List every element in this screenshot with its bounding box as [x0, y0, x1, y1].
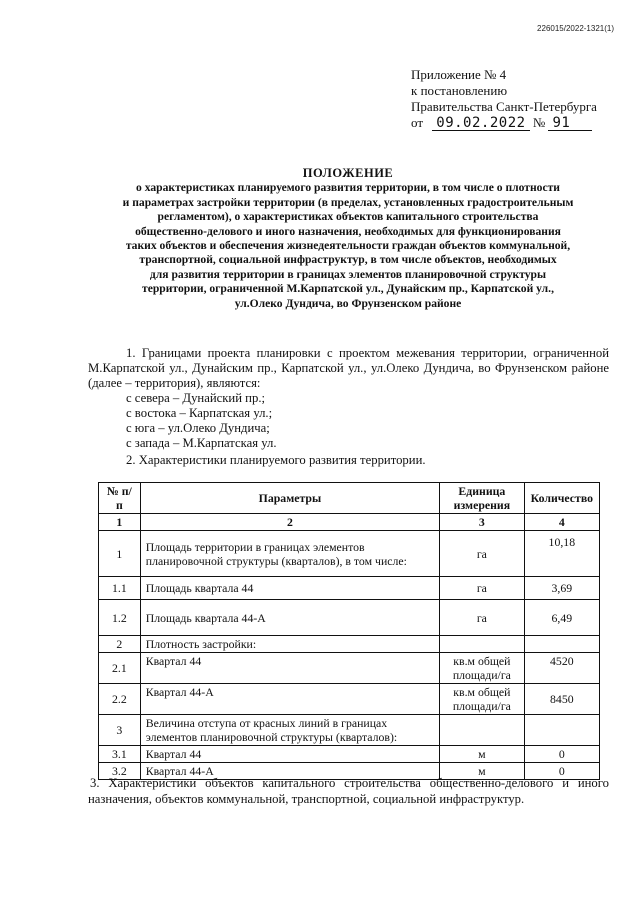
cell-param: Квартал 44 [140, 746, 439, 763]
cell-param: Площадь квартала 44-А [140, 600, 439, 636]
appendix-line: к постановлению [411, 83, 508, 98]
title-line: общественно-делового и иного назначения, необходимых для функционирования [135, 224, 561, 238]
title-line: таких объектов и обеспечения жизнедеятельности граждан объектов коммунальной, [125, 239, 571, 253]
header-qty: Количество [524, 483, 599, 514]
appendix-date-row [411, 115, 621, 131]
index-cell: 2 [140, 514, 439, 531]
table-row [99, 715, 600, 746]
cell-qty: 0 [524, 746, 599, 763]
title-line: транспортной, социальной инфраструктур, в том числе объектов, необходимых [139, 253, 557, 267]
cell-unit: м [440, 746, 525, 763]
cell-num: 3.2 [99, 763, 141, 780]
boundary-west: с запада – М.Карпатская ул. [126, 436, 277, 450]
table-row [99, 600, 600, 636]
document-title [88, 166, 608, 311]
number-prefix: № [532, 115, 546, 130]
section-3: 3. Характеристики объектов капитального строительства общественно-делового и иного назначения, объектов коммунальной, транспортной, социальной инфраструктур. [88, 776, 609, 806]
table-row [99, 746, 600, 763]
cell-num: 2.1 [99, 653, 141, 684]
boundary-north: с севера – Дунайский пр.; [126, 391, 266, 405]
table-row [99, 636, 600, 653]
cell-param: Площадь территории в границах элементов планировочной структуры (кварталов), в том числе: [140, 531, 439, 577]
index-cell: 1 [99, 514, 141, 531]
appendix-header [411, 67, 621, 131]
section-1 [88, 346, 609, 468]
title-line: о характеристиках планируемого развития территории, в том числе о плотности [136, 181, 560, 195]
boundary-east: с востока – Карпатская ул.; [126, 406, 273, 420]
table-row [99, 684, 600, 715]
table-header-row [99, 483, 600, 514]
document-id: 226015/2022-1321(1) [537, 24, 614, 33]
cell-qty: 8450 [524, 684, 599, 715]
resolution-date: 09.02.2022 [432, 116, 529, 131]
title-main: ПОЛОЖЕНИЕ [302, 166, 394, 180]
title-line: территории, ограниченной М.Карпатской ул., Дунайским пр., Карпатской ул., [142, 282, 554, 296]
cell-param: Квартал 44 [140, 653, 439, 684]
cell-qty: 4520 [524, 653, 599, 684]
title-line: ул.Олеко Дундича, во Фрунзенском районе [234, 296, 462, 310]
cell-num: 2.2 [99, 684, 141, 715]
cell-num: 3 [99, 715, 141, 746]
appendix-line: Правительства Санкт-Петербурга [411, 99, 597, 114]
cell-qty: 0 [524, 763, 599, 780]
header-unit: Единица измерения [440, 483, 525, 514]
cell-unit: га [440, 600, 525, 636]
cell-qty: 10,18 [524, 531, 599, 577]
table-row [99, 653, 600, 684]
cell-unit: кв.м общей площади/га [440, 684, 525, 715]
index-cell: 4 [524, 514, 599, 531]
cell-unit: м [440, 763, 525, 780]
cell-param: Плотность застройки: [140, 636, 439, 653]
cell-qty [524, 636, 599, 653]
section-2-heading: 2. Характеристики планируемого развития территории. [126, 453, 426, 467]
header-num: № п/п [99, 483, 141, 514]
header-param: Параметры [140, 483, 439, 514]
resolution-number: 91 [548, 116, 592, 131]
cell-num: 1.2 [99, 600, 141, 636]
table-row [99, 531, 600, 577]
cell-qty: 3,69 [524, 577, 599, 600]
index-cell: 3 [440, 514, 525, 531]
cell-unit: га [440, 531, 525, 577]
cell-num: 1 [99, 531, 141, 577]
table-row [99, 577, 600, 600]
cell-unit: кв.м общей площади/га [440, 653, 525, 684]
cell-unit [440, 636, 525, 653]
cell-unit [440, 715, 525, 746]
cell-param: Величина отступа от красных линий в границах элементов планировочной структуры (кварталов): [140, 715, 439, 746]
cell-param: Квартал 44-А [140, 684, 439, 715]
cell-param: Квартал 44-А [140, 763, 439, 780]
boundary-south: с юга – ул.Олеко Дундича; [126, 421, 270, 435]
cell-num: 2 [99, 636, 141, 653]
cell-param: Площадь квартала 44 [140, 577, 439, 600]
table-index-row [99, 514, 600, 531]
cell-num: 3.1 [99, 746, 141, 763]
title-line: и параметрах застройки территории (в пределах, установленных градостроительным [122, 195, 574, 209]
cell-num: 1.1 [99, 577, 141, 600]
parameters-table [98, 482, 600, 780]
section-1-intro: 1. Границами проекта планировки с проектом межевания территории, ограниченной М.Карпатской ул., Дунайским пр., Карпатской ул., ул.Олеко Дундича, во Фрунзенском районе (далее – территория), являются: [88, 346, 609, 390]
cell-unit: га [440, 577, 525, 600]
title-line: для развития территории в границах элементов планировочной структуры [149, 267, 547, 281]
date-prefix: от [411, 115, 424, 130]
appendix-line: Приложение № 4 [411, 67, 507, 82]
title-line: регламентом), о характеристиках объектов капитального строительства [157, 210, 539, 224]
cell-qty: 6,49 [524, 600, 599, 636]
cell-qty [524, 715, 599, 746]
